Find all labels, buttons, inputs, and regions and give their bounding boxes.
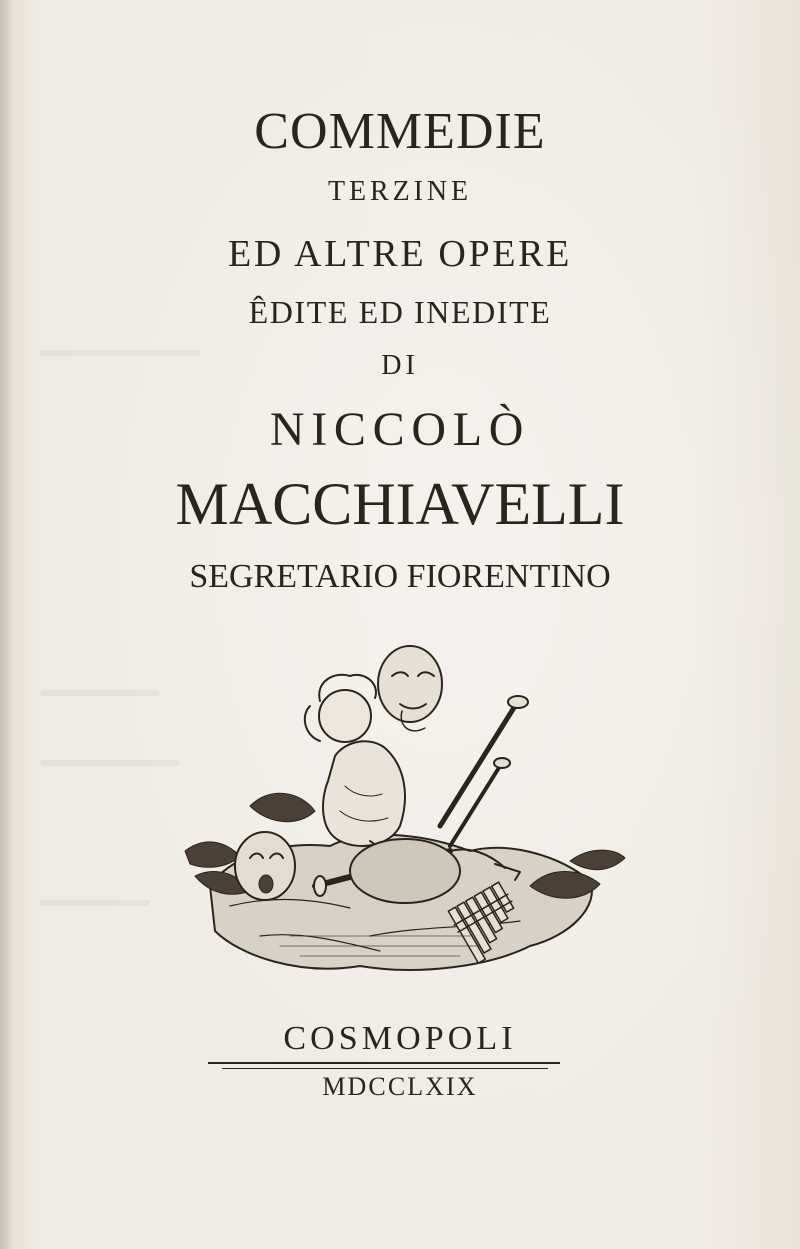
imprint-place: COSMOPOLI	[283, 1020, 517, 1057]
title-edite-inedite: ÊDITE ED INEDITE	[248, 294, 552, 330]
show-through-mark	[40, 760, 180, 766]
author-first-name: NICCOLÒ	[269, 403, 531, 456]
author-office: SEGRETARIO FIORENTINO	[189, 558, 611, 595]
title-di: DI	[381, 350, 419, 381]
imprint-year: MDCCLXIX	[322, 1072, 478, 1101]
show-through-mark	[40, 690, 160, 696]
title-commedie: COMMEDIE	[254, 103, 546, 160]
title-altre-opere: ED ALTRE OPERE	[227, 233, 573, 275]
show-through-mark	[40, 900, 150, 906]
title-terzine: TERZINE	[327, 176, 473, 207]
engraved-vignette-icon	[170, 636, 640, 1006]
imprint-rule	[208, 1062, 560, 1064]
author-surname: MACCHIAVELLI	[175, 471, 625, 537]
imprint-rule-thin	[222, 1068, 548, 1069]
